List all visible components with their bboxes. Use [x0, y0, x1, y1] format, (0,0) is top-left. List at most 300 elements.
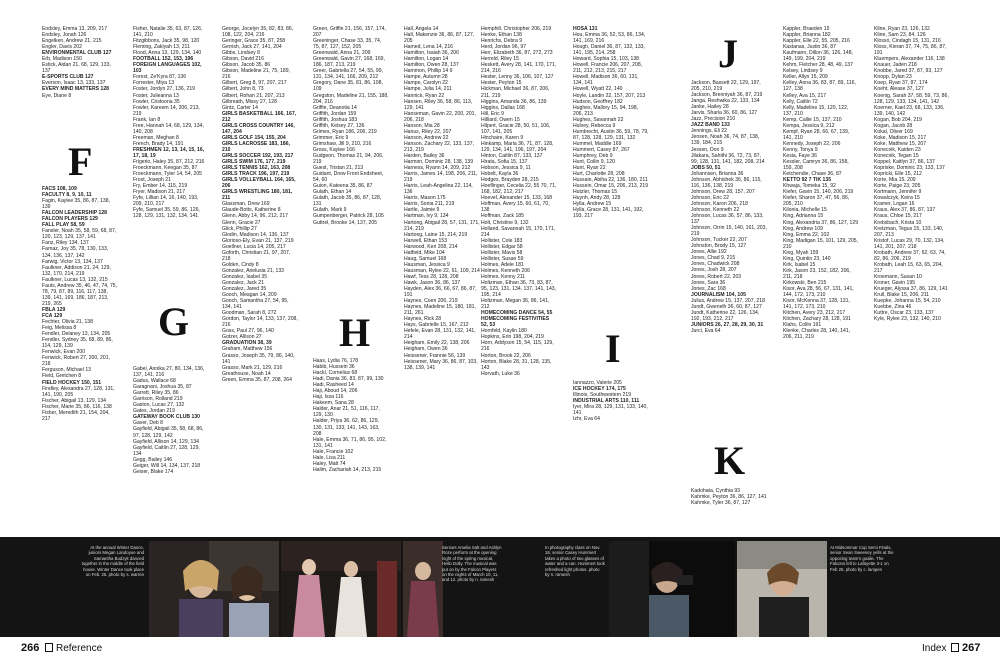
- index-entry: Glaude-Botts, Katherine 8: [222, 207, 281, 214]
- index-entry: Hickman, Michael 36, 87, 206, 211, 219: [481, 86, 550, 99]
- index-column-8a: [691, 80, 767, 334]
- index-entry: Koppel, Kaitlyn 37, 86, 137: [874, 159, 935, 166]
- index-entry: Greer, Gabriella 27, 54, 55, 99, 131, 134, 141, 166, 209, 212: [313, 68, 383, 81]
- section-letter-k: K: [714, 438, 746, 483]
- section-letter-j: J: [718, 31, 738, 76]
- index-entry: Forest, Ze'Kyra 87, 136: [133, 74, 187, 81]
- index-entry: Jones, Chad 9, 215: [691, 255, 736, 262]
- index-entry: Gonzalez, Jack 21: [222, 279, 264, 286]
- index-entry: Grimes, Ryan 186, 206, 219: [313, 128, 377, 135]
- index-entry: Harwell, Ethan 153: [404, 237, 448, 244]
- index-entry: Harris, Mason 175: [404, 195, 446, 202]
- index-entry: Hanson, Andrew 22: [404, 134, 449, 141]
- index-entry: Gibson, Madeline 21, 75, 189, 216: [222, 68, 290, 81]
- index-entry: Gibson, David 216: [222, 56, 264, 63]
- index-entry: GIRLS SWIM 176, 177, 219: [222, 159, 286, 166]
- index-entry: Jilakara, Sahithi 36, 72, 73, 87, 99, 128, 131, 141, 182, 208, 214: [691, 152, 765, 165]
- index-entry: Gerrish, Jack 27, 141, 204: [222, 44, 282, 51]
- index-entry: Hartong, Abigail 28, 57, 131, 171, 214, 219: [404, 219, 480, 232]
- index-entry: Hill, Eric 9: [481, 110, 504, 117]
- index-entry: Kaufmann, Dillon 36, 126, 148, 149, 199, 204, 219: [783, 50, 853, 63]
- index-entry: Harmon, Dominic 28, 138, 139: [404, 159, 474, 166]
- index-entry: JUNIORS 26, 27, 28, 29, 30, 31: [691, 321, 764, 328]
- section-letter-h: H: [339, 310, 371, 355]
- photo-hockey-image: [737, 541, 827, 637]
- index-entry: FOOTBALL 152, 153, 196: [133, 56, 194, 63]
- index-entry: Humbrecht, Austin 36, 59, 78, 79, 87, 128, 128, 129, 131, 132: [573, 128, 649, 141]
- index-column-2a: [133, 26, 209, 220]
- index-entry: FCA 129: [42, 312, 63, 319]
- index-entry: Kloss, Kieran 37, 74, 75, 86, 87, 191: [874, 44, 947, 57]
- page-marker-right-icon: [951, 643, 959, 652]
- index-entry: Gregory, Dane 35, 81, 86, 108, 109: [313, 80, 383, 93]
- index-entry: Geiser, Blake 174: [133, 468, 174, 475]
- index-entry: Krobath, Andrew 37, 62, 63, 74, 82, 86, 206, 219: [874, 249, 946, 262]
- index-entry: Hester, Lenny 36, 106, 107, 127: [481, 74, 554, 81]
- index-entry: Johnson, Kenneth 22: [691, 206, 740, 213]
- index-entry: Hadi, Dania 36, 83, 87, 99, 130: [313, 376, 384, 383]
- index-column-4b: [313, 358, 389, 473]
- index-entry: Field, Gretchen 8: [42, 373, 82, 380]
- index-entry: Harness, Ryann 14, 209, 212: [404, 165, 471, 172]
- index-entry: Fauts, Andrew 35, 46, 47, 74, 75, 78, 79, 87, 89, 116, 117, 138, 139, 141, 169, 186, 187, 213, 219, 265: [42, 282, 118, 307]
- index-entry: Horton, Blake 28, 31, 128, 135, 143: [481, 358, 552, 371]
- index-entry: Hale, Emma 36, 71, 86, 95, 102, 131, 141: [313, 436, 387, 449]
- index-entry: Kahmke, Peyton 36, 86, 127, 141: [691, 494, 767, 501]
- index-entry: Hylla, Grace 28, 131, 141, 192, 193, 217: [573, 207, 644, 220]
- index-entry: Kuttre, Oscar 23, 133, 137: [874, 310, 934, 317]
- index-entry: Hausman, Jessica 9: [404, 261, 450, 268]
- index-entry: GIRLS BASKETBALL 166, 167, 212: [222, 110, 297, 123]
- index-entry: Fendler, Delaney 13, 134, 205: [42, 331, 111, 338]
- index-entry: Horvath, Luke 36: [481, 370, 520, 377]
- index-entry: Kitchen, Avery 23, 212, 217: [783, 310, 846, 317]
- index-entry: Ferguson, Michael 13: [42, 367, 91, 374]
- index-entry: Hamilton, Logan 14: [404, 56, 449, 63]
- index-entry: Korte, Paige 23, 205: [874, 183, 921, 190]
- index-entry: Farwig, Victor 13, 134, 137: [42, 258, 103, 265]
- photo-photography-class-image: [609, 541, 735, 637]
- index-entry: King, Emma 22, 102: [783, 231, 830, 238]
- index-entry: Garagnani, Joshua 35, 87: [133, 384, 192, 391]
- index-entry: Kisor, Ava 28, 56, 67, 131, 141, 144, 172, 173, 210: [783, 286, 854, 299]
- photo-stage-image: [403, 541, 443, 637]
- index-entry: French, Brady 14, 191: [133, 140, 184, 147]
- index-entry: Jones, Chadwick 208: [691, 261, 740, 268]
- index-entry: Free, Hannah 14, 68, 129, 134, 140, 208: [133, 122, 204, 135]
- photo-winter-dance-image: [149, 541, 279, 637]
- index-entry: Janga, Reshwika 22, 133, 134: [691, 98, 760, 105]
- index-entry: Hartman, Ivy 9, 134: [404, 213, 449, 220]
- index-entry: Johnson, Eric 22: [691, 194, 729, 201]
- index-entry: FBLA 129: [42, 306, 66, 313]
- index-entry: HOMECOMING FESTIVITIES 52, 53: [481, 316, 550, 329]
- index-entry: Kroemann, Susan 10: [874, 273, 922, 280]
- index-entry: Halder, Anar 21, 51, 116, 117, 129, 130: [313, 406, 380, 419]
- index-entry: Kelsey, Lindsey 9: [783, 68, 823, 75]
- index-entry: Gibson, Jacob 35, 86: [222, 62, 271, 69]
- index-entry: Hampe, Autumn 28: [404, 74, 448, 81]
- index-entry: Gulath, Ethan 14: [313, 189, 352, 196]
- index-entry: Endsley, Emma 13, 209, 217: [42, 26, 108, 32]
- left-page-number: 266: [21, 642, 40, 654]
- index-entry: Hollister, Mavis 58: [481, 249, 523, 256]
- photo-musical: [281, 541, 401, 637]
- index-entry: Golden, Cindy 8: [222, 261, 259, 268]
- index-entry: Graham, Matthew 156: [222, 346, 273, 353]
- index-entry: Harris, Leah-Angelina 22, 114, 136: [404, 183, 473, 196]
- photo-caption-2: Seniors Amelia Salt and Ashlyn Roze perform at the opening night of the spring musical, Hello Dolly. The musical was put on by the Falcon Players on the nights of March 10, 11, and 12. photo by n. ramesh: [442, 545, 502, 583]
- index-entry: Krueger, Alyssa 37, 86, 129, 141: [874, 286, 948, 293]
- photo-photography-class: [609, 541, 735, 637]
- index-entry: Heissener, Mary 36, 86, 87, 103, 138, 139, 141: [404, 358, 478, 371]
- index-entry: Hopkins, Erin 198, 204, 219: [481, 334, 544, 341]
- index-entry: Kokal, Oliver 169: [874, 128, 913, 135]
- index-entry: Feig, Melissa 8: [42, 325, 77, 332]
- index-entry: Hampe, Julia 14, 211: [404, 86, 452, 93]
- index-entry: GATEWAY BOOK CLUB 130: [133, 414, 200, 421]
- index-entry: GRADUATION 38, 39: [222, 340, 272, 347]
- index-entry: Gilbert, John 8, 73: [222, 86, 264, 93]
- index-entry: Kelly, Madeline 15, 120, 122, 137, 210: [783, 104, 849, 117]
- index-entry: Ketchendie, Chase 36, 87: [783, 171, 842, 178]
- index-entry: Horton, Brook 22, 206: [481, 352, 531, 359]
- index-entry: Hulvey, Rebecca 9: [573, 122, 616, 129]
- index-entry: Foster, Jordyn 27, 136, 219: [133, 86, 196, 93]
- index-entry: FALCON LEADERSHIP 128: [42, 210, 108, 217]
- index-entry: Goellner, Lucia 14, 205, 217: [222, 243, 286, 250]
- index-entry: Koke, Madison 15, 217: [874, 134, 927, 141]
- index-entry: Hunt, Collin 9, 120: [573, 159, 615, 166]
- index-entry: Hester, Peyton 15: [481, 80, 522, 87]
- index-entry: Jensen, Noah 36, 74, 87, 138, 139, 184, 215: [691, 134, 760, 147]
- index-entry: Heissener, Frannie 56, 139: [404, 352, 466, 359]
- index-entry: Griffith, Kelsey 27, 136: [313, 122, 365, 129]
- index-entry: Glodin, Madison 14, 136, 137: [222, 231, 289, 238]
- index-entry: Kelly, Caitlin 72: [783, 98, 818, 105]
- index-entry: Kappler, Elle 22, 55, 205, 216: [783, 38, 850, 45]
- index-entry: Gaver, Deb 8: [133, 420, 164, 427]
- index-entry: HOMECOMING DANCE 54, 55: [481, 310, 553, 317]
- index-entry: Haynes, Madeline 15, 180, 181, 211, 261: [404, 304, 476, 317]
- photo-caption-3: In photography class on Nov. 18, senior Casey Hummert takes a photo of two glasses of water and a can. Hummert took refreshed light photos. photo by n. ramesh: [545, 545, 605, 578]
- index-entry: Greeninger, Chase 33, 35, 74, 75, 87, 127, 152, 205: [313, 38, 382, 51]
- index-entry: Kogan, Bob 204, 219: [874, 116, 922, 123]
- index-column-5a: [404, 26, 480, 371]
- index-entry: Horn, Addyson 15, 54, 115, 129, 216: [481, 340, 554, 353]
- index-entry: Janke, Hailey 28: [691, 104, 729, 111]
- index-entry: Kogan, Jacob 28: [874, 122, 913, 129]
- index-entry: Hilliard, Owen 15: [481, 116, 520, 123]
- index-entry: Kitchen, Zachary 28, 128, 191: [783, 316, 851, 323]
- index-entry: Gabel, Annika 27, 80, 134, 136, 137, 141, 216: [133, 366, 205, 379]
- index-column-1a: [42, 26, 118, 99]
- index-entry: Gates, Jordan 219: [133, 408, 175, 415]
- index-entry: GIRLS TENNIS 162, 163, 208: [222, 165, 291, 172]
- index-entry: Koerner, Kael 23, 68, 133, 136, 139, 140, 142: [874, 104, 945, 117]
- index-entry: Garrison, Rolland 219: [133, 396, 183, 403]
- index-entry: Hausman, Rylee 22, 61, 109, 214: [404, 267, 480, 274]
- index-entry: Hammon, Phillip 14 9: [404, 68, 453, 75]
- index-entry: Knopp, Dylan 23: [874, 74, 912, 81]
- index-entry: Higgins, Amanda 36, 86, 139: [481, 98, 547, 105]
- index-entry: Iyer, Mira 28, 129, 131, 133, 140, 141: [573, 404, 648, 417]
- index-entry: Holland, Savannah 15, 170, 171, 214: [481, 225, 556, 238]
- index-entry: Hobelt, Kayla 36: [481, 171, 519, 178]
- index-entry: Koenig, Sarah 37, 58, 59, 73, 86, 128, 129, 133, 134, 141, 142: [874, 92, 949, 105]
- index-entry: Holtzman, Ethan 36, 73, 83, 87, 95, 123, 131, 134, 137, 141, 143, 195, 214: [481, 279, 557, 299]
- index-entry: Guest, Tristan 21, 213: [313, 165, 364, 172]
- index-entry: Kristof, Lucas 29, 70, 132, 134, 141, 201, 207, 218: [874, 237, 945, 250]
- index-entry: Klahs, Collin 191: [783, 322, 822, 329]
- index-entry: Kehm, Fletcher 28, 48, 49, 137: [783, 62, 853, 69]
- index-entry: Kesia, Faye 36: [783, 152, 817, 159]
- index-entry: Johannsen, Brianna 36: [691, 170, 744, 177]
- index-entry: Hinton, Caitlin 87, 133, 137: [481, 152, 543, 159]
- index-entry: Jones, Zac 168: [691, 285, 726, 292]
- index-entry: Holmes, Kenneth 206: [481, 267, 530, 274]
- index-entry: Guion, Kateena 35, 86, 87: [313, 183, 373, 190]
- index-entry: Hutzler, Thomas 15: [573, 189, 618, 196]
- index-entry: Fyfe, Lillian 14, 16, 140, 193, 209, 210, 217: [133, 195, 199, 208]
- index-entry: Gonzalez, Isabel 35: [222, 273, 268, 280]
- index-entry: Halim, Zachariah 14, 213, 215: [313, 466, 382, 473]
- index-entry: Humphrey, Deb 9: [573, 152, 613, 159]
- index-entry: Griffith, Joshua 183: [313, 116, 358, 123]
- index-entry: Freeman, Meghan 8: [133, 134, 179, 141]
- index-entry: Krebsbach, Krista 10: [874, 219, 922, 226]
- index-entry: GIRLS VOLLEYBALL 164, 165, 206: [222, 177, 296, 190]
- index-entry: FRESHMEN 12, 13, 14, 15, 16, 17, 18, 19: [133, 146, 205, 159]
- index-entry: Hollister, Susan 59: [481, 255, 524, 262]
- index-entry: Hodges, Brayden 28, 215: [481, 177, 539, 184]
- index-entry: Jarvis, Sharla 36, 60, 86, 127: [691, 110, 758, 117]
- index-entry: Julius, Andrew 15, 137, 207, 218: [691, 297, 765, 304]
- index-entry: Fowler, Cristoona 35: [133, 98, 180, 105]
- index-entry: Fendler, Sydney 35, 68, 89, 86, 114, 129, 139: [42, 337, 113, 350]
- index-entry: Goodman, Sarah 8, 272: [222, 310, 277, 317]
- index-entry: Iannazzo, Valerie 205: [573, 380, 622, 386]
- index-entry: JOBS 50, 51: [691, 164, 721, 171]
- index-entry: Gotzer, Allison 27: [222, 334, 262, 341]
- index-entry: Hansen, Riley 36, 58, 86, 113, 129, 141: [404, 98, 473, 111]
- index-entry: Gintz, Carter 14: [222, 104, 258, 111]
- index-entry: Izhr, Eva 64: [573, 416, 600, 423]
- index-entry: Fisher, Natalie 35, 63, 87, 126, 141, 210: [133, 26, 203, 39]
- index-column-1b: [42, 186, 118, 422]
- index-entry: Froeckmann, Tyler 14, 54, 205: [133, 171, 202, 178]
- index-entry: Harris, Sonia 211, 219: [404, 201, 455, 208]
- index-entry: Frigerio, Haley 35, 87, 212, 216: [133, 159, 205, 166]
- index-entry: Engler, Davis 202: [42, 44, 82, 51]
- index-entry: Heigham, Owen 36: [404, 346, 448, 353]
- index-entry: Johnston, Brody 15, 127: [691, 243, 747, 250]
- index-entry: Hanson, Mia 28: [404, 122, 440, 129]
- index-entry: Keller, Allyn 15, 209: [783, 74, 828, 81]
- index-entry: Fowler, Kareem 14, 206, 213, 219: [133, 104, 200, 117]
- index-entry: Herd, Jordan 96, 97: [481, 44, 527, 51]
- index-entry: Fanz, Riley 134, 137: [42, 240, 89, 247]
- index-entry: Hoffman, Avery 15, 60, 61, 70, 138: [481, 201, 550, 214]
- section-letter-g: G: [158, 299, 190, 344]
- index-entry: Fischer, Marie 35, 86, 116, 138: [42, 403, 112, 410]
- index-entry: Gonzalez, Jared 35: [222, 286, 267, 293]
- photo-hockey: [737, 541, 827, 637]
- index-entry: Hall, Angela 14: [404, 26, 439, 32]
- index-entry: Forrester, Miya 13: [133, 80, 175, 87]
- index-entry: Kline, Ryan 23, 126, 132: [874, 26, 930, 32]
- index-entry: Hamed, Lena 14, 216: [404, 44, 453, 51]
- index-entry: Howell, Wyatt 22, 140: [573, 86, 623, 93]
- index-entry: Gayfield, Caitlin 27, 128, 129, 134: [133, 444, 200, 457]
- index-entry: Kennedy, Joseph 22, 206: [783, 140, 841, 147]
- index-entry: Faulkner, Addison 21, 24, 129, 132, 170, 214, 219: [42, 264, 111, 277]
- index-entry: Harden, Bailey 36: [404, 152, 445, 159]
- index-entry: Geiger, Will 14, 134, 137, 218: [133, 462, 201, 469]
- index-entry: Glenn, Gracie 27: [222, 219, 261, 226]
- photo-musical-image: [281, 541, 401, 637]
- index-entry: Habib, Hussein 36: [313, 364, 355, 371]
- index-column-7a: [573, 26, 649, 220]
- page-marker-left-icon: [45, 643, 53, 652]
- index-entry: Fagin, Kaylee 35, 86, 87, 138, 139: [42, 198, 110, 211]
- index-entry: Hughes, Savannah 22: [573, 116, 624, 123]
- index-column-8b: [691, 488, 767, 506]
- index-entry: Fleming, Zakiyah 13, 211: [133, 44, 190, 51]
- index-entry: Holmes, Adele 181: [481, 261, 524, 268]
- index-entry: Faulkner, Lucas 13, 132, 215: [42, 276, 108, 283]
- index-entry: Jurci, Eva 64: [691, 327, 721, 334]
- index-entry: Kroner, Gavin 195: [874, 279, 916, 286]
- index-entry: Greenwald, Anna 21, 209: [313, 50, 371, 57]
- index-entry: Kilonia, Michelle 15: [783, 207, 827, 214]
- index-entry: Hunt, Ryan 22: [573, 165, 606, 172]
- index-entry: Endsley, Jonah 126: [42, 32, 87, 39]
- right-page-number: 267: [962, 642, 981, 654]
- index-entry: Johnson, Drew 28, 157, 207: [691, 188, 755, 195]
- index-entry: Kempa, Jessica 9, 212: [783, 122, 835, 129]
- index-entry: Fischer, Abigail 13, 129, 134: [42, 397, 106, 404]
- index-entry: Frank, Ian 8: [133, 116, 161, 123]
- index-entry: Hatfield, Mike 104: [404, 249, 445, 256]
- index-entry: GIRLS SOCCER 192, 193, 217: [222, 152, 294, 159]
- index-entry: Hayden, Alex 36, 66, 67, 86, 87, 191: [404, 286, 477, 299]
- index-entry: Khwaja, Tomeka 15, 92: [783, 183, 836, 190]
- index-entry: Green, Emma 35, 87, 208, 264: [222, 376, 292, 383]
- index-entry: Kowalczyk, Keira 15: [874, 195, 920, 202]
- index-entry: Konecnik, Kaiden 23: [874, 146, 921, 153]
- index-entry: Hinchaire, Karen 9: [481, 134, 524, 141]
- index-entry: Kraus, Alex 37, 86, 87, 137: [874, 207, 936, 214]
- index-entry: EVERY MIND MATTERS 128: [42, 86, 109, 93]
- index-entry: Kyle, Rylee 23, 132, 140, 210: [874, 316, 941, 323]
- index-column-2b: [133, 366, 209, 475]
- index-entry: Johnson, Karon 206, 218: [691, 200, 748, 207]
- index-entry: King, Andrew 109: [783, 225, 823, 232]
- index-entry: FACS 108, 109: [42, 186, 77, 192]
- photo-caption-1: At the annual Winter Dance, juniors Megan Landoyue and Samantha Budzyk danced together in the middle of the field house. Winter Dance took place on Feb. 25. photo by s. warren: [81, 545, 144, 578]
- index-entry: Foster, Julieanna 13: [133, 92, 179, 99]
- index-entry: Engelken, Andrew 21, 215: [42, 38, 102, 45]
- index-entry: Gadus, Wallace 68: [133, 378, 176, 385]
- index-entry: Hornfeld, Kaylin 180: [481, 328, 527, 335]
- index-entry: GIRLS WRESTLING 180, 181, 211: [222, 189, 293, 202]
- index-entry: Kluempers, Alexander 116, 138: [874, 56, 945, 63]
- index-entry: Hoeflinger, Cecelia 22, 55 70, 71, 168, 182, 212, 217: [481, 183, 557, 196]
- index-entry: Estick, Aidan 21, 68, 129, 133, 137: [42, 62, 111, 75]
- index-entry: Greathouse, Noah 14: [222, 370, 271, 377]
- index-entry: Hussein, Omar 15, 206, 213, 219: [573, 183, 649, 190]
- index-entry: Hollister, Edgar 58: [481, 243, 523, 250]
- index-entry: Hou, Emma 36, 52, 53, 86, 134, 141, 169, 216: [573, 32, 646, 45]
- page-footer: [0, 638, 1000, 658]
- index-entry: Johnson, Lucas 36, 57, 86, 133, 137: [691, 213, 764, 226]
- photo-winter-dance: [149, 541, 279, 637]
- index-entry: Heskett, Avery 28, 141, 170, 171, 214, 216: [481, 62, 557, 75]
- index-entry: Jones, Sara 36: [691, 279, 726, 286]
- index-entry: Gaston, Lucas 27, 132: [133, 402, 185, 409]
- index-entry: Kahmke, Tyler 36, 87, 127: [691, 500, 751, 507]
- index-entry: Jones, Allie 192: [691, 249, 727, 256]
- index-entry: Herreld, Riley 15: [481, 56, 519, 63]
- index-column-9a: [783, 26, 859, 340]
- index-entry: JOURNALISM 104, 105: [691, 291, 746, 298]
- index-entry: Griffie, Deanotia 14: [313, 104, 357, 111]
- index-entry: Heigham, Emily 22, 138, 206: [404, 340, 470, 347]
- index-entry: Hale, Francie 102: [313, 448, 354, 455]
- index-entry: JAZZ BAND 133: [691, 122, 730, 129]
- index-entry: Hudson, Geoffrey 182: [573, 98, 623, 105]
- index-entry: Goss, Paul 27, 96, 140: [222, 328, 274, 335]
- index-entry: Kiefer, Sharon 37, 47, 56, 86, 205, 210: [783, 195, 850, 208]
- index-entry: Hough, Daniel 36, 87, 132, 133, 141, 195, 214, 258: [573, 44, 645, 57]
- index-entry: King, Myah 159: [783, 249, 819, 256]
- index-entry: Hannick, Ryan 22: [404, 92, 445, 99]
- index-entry: Gross, Kaylee 166: [313, 146, 355, 153]
- index-entry: Hamilton, Owen 28, 137: [404, 62, 459, 69]
- index-entry: E-SPORTS CLUB 127: [42, 74, 94, 81]
- index-entry: Higgins, Dallas 168: [481, 104, 525, 111]
- index-entry: Kastanas, Justin 36, 87: [783, 44, 836, 51]
- index-entry: Kirk, Isabel 15: [783, 261, 816, 268]
- index-column-3a: [222, 26, 298, 383]
- index-entry: Farnaz, Joy 35, 78, 130, 133, 134, 136, 137, 142: [42, 246, 109, 259]
- index-entry: Koeht, Alease 37, 127: [874, 86, 924, 93]
- index-entry: Flood, Anna 13, 129, 134, 140: [133, 50, 202, 57]
- index-entry: Hartle, Jaimie 9: [404, 207, 440, 214]
- index-entry: Haug, Samuel 168: [404, 255, 447, 262]
- index-entry: Jessen, Don 9: [691, 146, 724, 153]
- index-entry: Hawk, Jason 36, 86, 137: [404, 279, 461, 286]
- index-entry: Fansler, Noah 35, 58, 59, 68, 87, 120, 123, 129, 137, 141: [42, 228, 117, 241]
- photo-caption-4: At Midsommar Cup Semi Finals, senior Sean Sweeney yells at the opposing team's goalie. The Falcons fell to Lafayette 3-1 on Feb 25. photo by c. lampen: [830, 545, 894, 572]
- index-entry: Hobson, Jessica 9, 11: [481, 165, 531, 172]
- index-entry: GIRLS CROSS COUNTRY 146, 147, 204: [222, 122, 295, 135]
- index-entry: Illinois, Southwestern 219: [573, 392, 632, 399]
- index-entry: Hartong, Laine 15, 214, 219: [404, 231, 468, 238]
- index-entry: Haji, Aboud 14, 206: [313, 388, 358, 395]
- index-entry: Gulath, Jacob 35, 86, 87, 128, 131: [313, 195, 382, 208]
- index-entry: Guidant, Drew Front Endsheet, 54, 60: [313, 171, 384, 184]
- index-entry: Fenwick, Evan 200: [42, 349, 86, 356]
- index-entry: Kirk, Jason 23, 152, 182, 206, 211, 218: [783, 267, 851, 280]
- index-entry: Gregston, Madeline 21, 155, 188, 204, 216: [313, 92, 389, 105]
- index-entry: Kadohata, Cynthia 93: [691, 488, 740, 494]
- index-entry: Krull, Blake 15, 206, 211: [874, 292, 930, 299]
- index-entry: Huynh, Andy 28, 128: [573, 195, 621, 202]
- index-entry: Kappler, Braeden 15: [783, 26, 830, 32]
- index-entry: Gegg, Bailey 146: [133, 456, 173, 463]
